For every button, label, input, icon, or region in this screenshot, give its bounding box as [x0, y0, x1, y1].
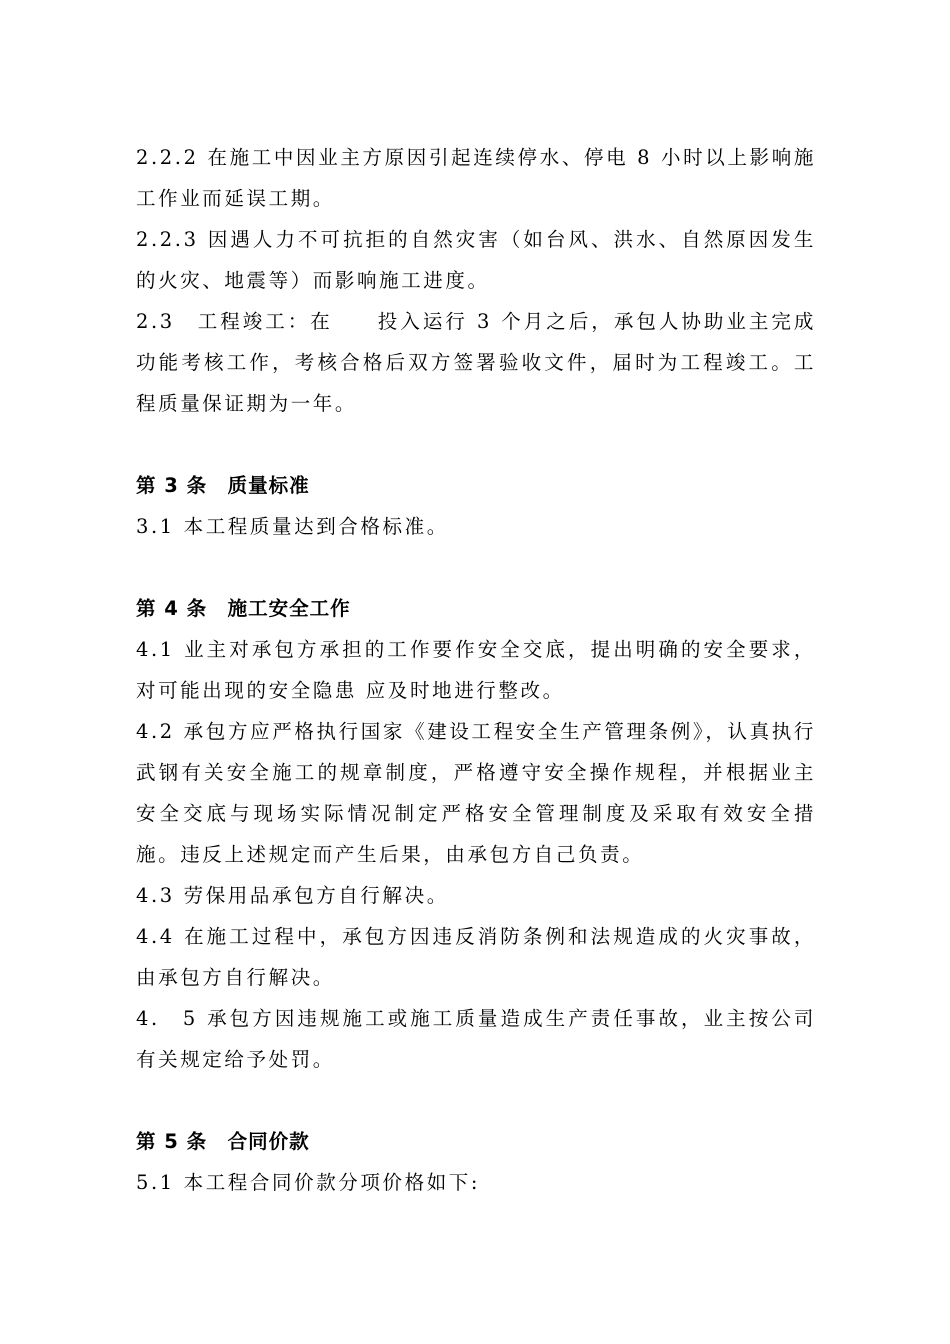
section-3-heading: 第 3 条 质量标准 [136, 474, 310, 497]
clause-4-1: 4.1 业主对承包方承担的工作要作安全交底，提出明确的安全要求，对可能出现的安全隐患 应及时地进行整改。 [136, 638, 816, 702]
clause-2-3: 2.3 工程竣工：在 投入运行 3 个月之后，承包人协助业主完成功能考核工作，考核合格后双方签署验收文件，届时为工程竣工。工程质量保证期为一年。 [136, 310, 816, 415]
clause-3-1: 3.1 本工程质量达到合格标准。 [136, 515, 449, 538]
clause-4-3: 4.3 劳保用品承包方自行解决。 [136, 884, 449, 907]
clause-4-4: 4.4 在施工过程中，承包方因违反消防条例和法规造成的火灾事故，由承包方自行解决。 [136, 925, 816, 989]
section-4-heading: 第 4 条 施工安全工作 [136, 597, 351, 620]
clause-2-2-3: 2.2.3 因遇人力不可抗拒的自然灾害（如台风、洪水、自然原因发生的火灾、地震等）而影响施工进度。 [136, 228, 816, 292]
clause-5-1: 5.1 本工程合同价款分项价格如下: [136, 1171, 481, 1194]
clause-2-2-2: 2.2.2 在施工中因业主方原因引起连续停水、停电 8 小时以上影响施工作业而延误工期。 [136, 146, 816, 210]
section-spacer [136, 547, 816, 588]
section-5-heading: 第 5 条 合同价款 [136, 1130, 310, 1153]
section-spacer [136, 1080, 816, 1121]
clause-4-2: 4.2 承包方应严格执行国家《建设工程安全生产管理条例》，认真执行武钢有关安全施工的规章制度，严格遵守安全操作规程，并根据业主安全交底与现场实际情况制定严格安全管理制度及采取有效安全措施。违反上述规定而产生后果，由承包方自己负责。 [136, 720, 816, 866]
section-spacer [136, 424, 816, 465]
clause-4-5: 4. 5 承包方因违规施工或施工质量造成生产责任事故，业主按公司有关规定给予处罚。 [136, 1007, 816, 1071]
document-body [136, 137, 816, 1203]
